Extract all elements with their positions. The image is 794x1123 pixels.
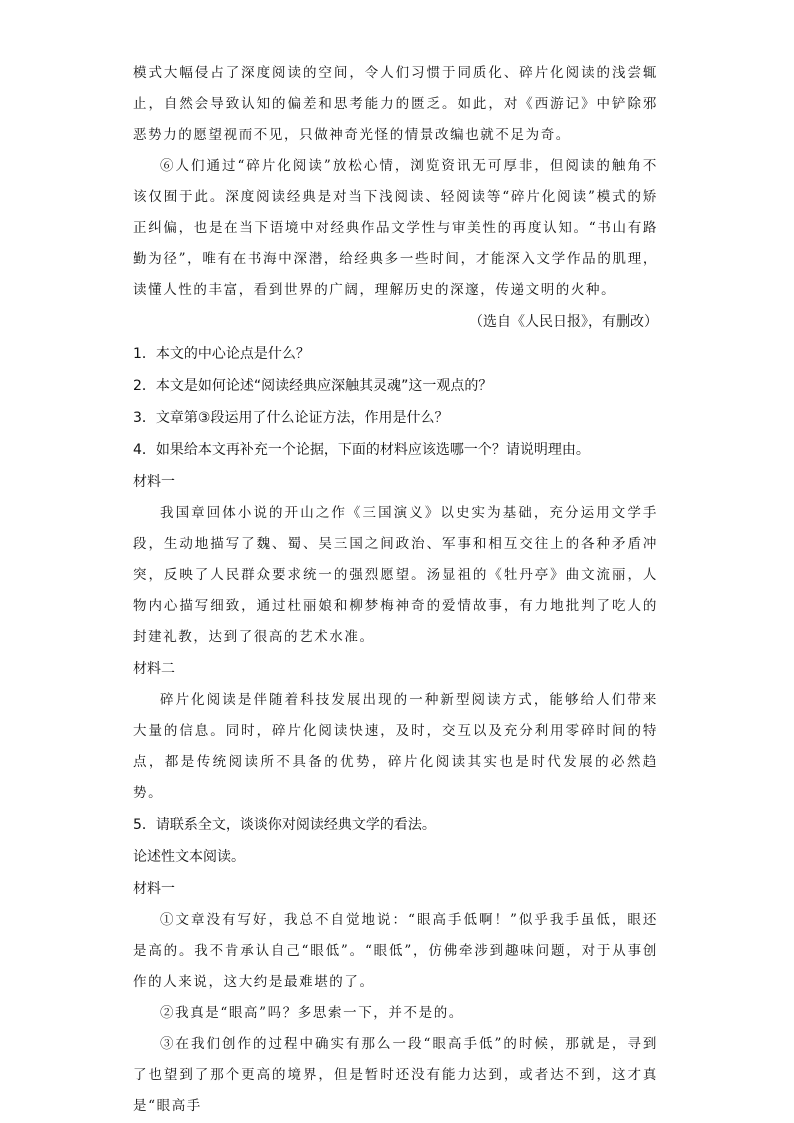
question-3: 3．文章第③段运用了什么论证方法，作用是什么？ <box>133 410 449 426</box>
section-2-paragraph-2: ②我真是“眼高”吗？多思索一下，并不是的。 <box>160 1005 464 1021</box>
document-page <box>133 58 658 1122</box>
question-5: 5．请联系全文，谈谈你对阅读经典文学的看法。 <box>133 817 436 833</box>
material-1-text: 我国章回体小说的开山之作《三国演义》以史实为基础，充分运用文学手段，生动地描写了魏、蜀、吴三国之间政治、军事和相互交往上的各种矛盾冲突，反映了人民群众要求统一的强烈愿望。汤显祖的《牡丹亭》曲文流丽，人物内心描写细致，通过杜丽娘和柳梦梅神奇的爱情故事，有力地批判了吃人的封建礼教，达到了很高的艺术水准。 <box>133 505 658 645</box>
material-1-label: 材料一 <box>133 474 175 490</box>
material-2-label: 材料二 <box>133 661 175 677</box>
question-4: 4．如果给本文再补充一个论据，下面的材料应该选哪一个？请说明理由。 <box>133 442 590 458</box>
section-2-paragraph-3: ③在我们创作的过程中确实有那么一段“眼高手低”的时候，那就是，寻到了也望到了那个更高的境界，但是暂时还没有能力达到，或者达不到，这才真是“眼高手 <box>133 1036 658 1114</box>
section-2-paragraph-1: ①文章没有写好，我总不自觉地说：“眼高手低啊！”似乎我手虽低，眼还是高的。我不肯承认自己“眼低”。“眼低”，仿佛牵涉到趣味问题，对于从事创作的人来说，这大约是最难堪的了。 <box>133 912 658 990</box>
section-2-material-label: 材料一 <box>133 881 175 897</box>
question-2: 2．本文是如何论述“阅读经典应深触其灵魂”这一观点的？ <box>133 378 493 394</box>
section-2-heading: 论述性文本阅读。 <box>133 849 245 865</box>
question-1: 1．本文的中心论点是什么？ <box>133 346 310 362</box>
passage-source: （选自《人民日报》，有删改） <box>469 314 658 330</box>
passage-paragraph-continued: 模式大幅侵占了深度阅读的空间，令人们习惯于同质化、碎片化阅读的浅尝辄止，自然会导致认知的偏差和思考能力的匮乏。如此，对《西游记》中铲除邪恶势力的愿望视而不见，只做神奇光怪的情景改编也就不足为奇。 <box>133 65 658 143</box>
passage-paragraph-6: ⑥人们通过“碎片化阅读”放松心情，浏览资讯无可厚非，但阅读的触角不该仅囿于此。深度阅读经典是对当下浅阅读、轻阅读等“碎片化阅读”模式的矫正纠偏，也是在当下语境中对经典作品文学性与审美性的再度认知。“书山有路勤为径”，唯有在书海中深潜，给经典多一些时间，才能深入文学作品的肌理，读懂人性的丰富，看到世界的广阔，理解历史的深邃，传递文明的火种。 <box>133 158 658 298</box>
material-2-text: 碎片化阅读是伴随着科技发展出现的一种新型阅读方式，能够给人们带来大量的信息。同时，碎片化阅读快速，及时，交互以及充分利用零碎时间的特点，都是传统阅读所不具备的优势，碎片化阅读其实也是时代发展的必然趋势。 <box>133 692 658 801</box>
